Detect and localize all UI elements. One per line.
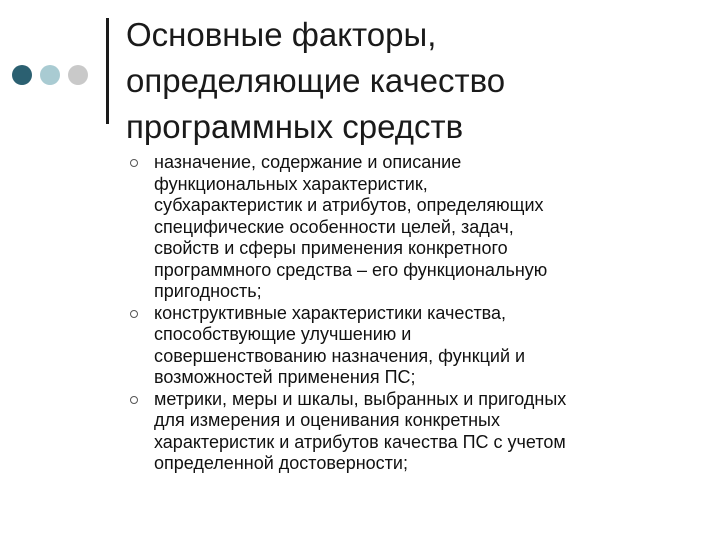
bullet-line: определенной достоверности; xyxy=(154,453,408,473)
bullet-line: для измерения и оценивания конкретных xyxy=(154,410,500,430)
bullet-text xyxy=(154,152,708,303)
bullet-circle-icon xyxy=(130,159,138,167)
bullet-item xyxy=(128,152,708,303)
bullet-line: характеристик и атрибутов качества ПС с учетом xyxy=(154,431,566,452)
bullet-line: пригодность; xyxy=(154,281,262,301)
title-line: определяющие качество xyxy=(126,62,506,99)
bullet-text xyxy=(154,303,708,389)
title-line: программных средств xyxy=(126,108,464,145)
decorative-dots xyxy=(12,64,88,86)
bullet-line: программного средства – его функциональную xyxy=(154,259,548,280)
bullet-line: свойств и сферы применения конкретного xyxy=(154,238,508,258)
bullet-list xyxy=(128,152,708,475)
bullet-line: метрики, меры и шкалы, выбранных и пригодных xyxy=(154,388,567,409)
bullet-item xyxy=(128,303,708,389)
bullet-line: субхарактеристик и атрибутов, определяющих xyxy=(154,195,544,215)
dot-gray xyxy=(68,65,88,85)
dot-dark xyxy=(12,65,32,85)
bullet-line: возможностей применения ПС; xyxy=(154,367,416,387)
title-divider xyxy=(106,18,109,124)
bullet-text xyxy=(154,389,708,475)
bullet-line: способствующие улучшению и xyxy=(154,324,412,344)
bullet-line: конструктивные характеристики качества, xyxy=(154,302,507,323)
bullet-line: специфические особенности целей, задач, xyxy=(154,216,514,237)
title-line: Основные факторы, xyxy=(126,16,437,53)
bullet-line: функциональных характеристик, xyxy=(154,173,428,194)
slide-title xyxy=(126,12,706,150)
bullet-circle-icon xyxy=(130,396,138,404)
bullet-circle-icon xyxy=(130,310,138,318)
bullet-line: совершенствованию назначения, функций и xyxy=(154,345,526,366)
bullet-item xyxy=(128,389,708,475)
dot-light-blue xyxy=(40,65,60,85)
bullet-line: назначение, содержание и описание xyxy=(154,152,462,172)
